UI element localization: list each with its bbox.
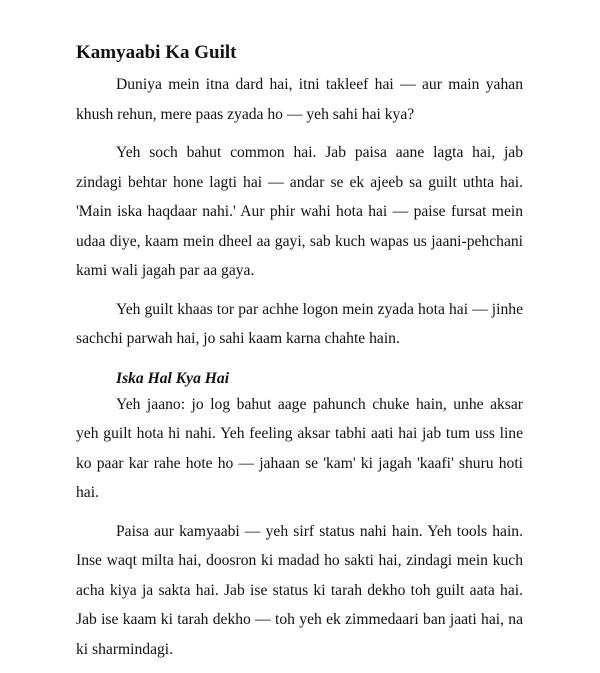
section-subheading: Iska Hal Kya Hai — [116, 369, 230, 387]
paragraph-5: Paisa aur kamyaabi — yeh sirf status nahi hain. Yeh tools hain. Inse waqt milta hai, doosron ki madad ho sakti hai, zindagi mein kuch acha kiya ja sakta hai. Jab ise status ki tarah dekho toh guilt aata hai. Jab ise kaam ki tarah dekho — toh yeh ek zimmedaari ban jaati hai, na ki sharmindagi. — [76, 522, 523, 658]
document-page — [76, 40, 523, 673]
paragraph-1: Duniya mein itna dard hai, itni takleef hai — aur main yahan khush rehun, mere paas zyada ho — yeh sahi hai kya? — [76, 76, 523, 123]
document-title: Kamyaabi Ka Guilt — [76, 42, 237, 63]
paragraph-2: Yeh soch bahut common hai. Jab paisa aane lagta hai, jab zindagi behtar hone lagti hai — andar se ek ajeeb sa guilt uthta hai. 'Main iska haqdaar nahi.' Aur phir wahi hota hai — paise fursat mein udaa diye, kaam mein dheel aa gayi, sab kuch wapas us jaani-pehchani kami wali jagah par aa gaya. — [76, 144, 523, 279]
paragraph-3: Yeh guilt khaas tor par achhe logon mein zyada hota hai — jinhe sachchi parwah hai, jo sahi kaam karna chahte hain. — [76, 300, 523, 347]
paragraph-4: Yeh jaano: jo log bahut aage pahunch chuke hain, unhe aksar yeh guilt hota hi nahi. Yeh feeling aksar tabhi aati hai jab tum uss line ko paar kar rahe hote ho — jahaan se 'kam' ki jagah 'kaafi' shuru hoti hai. — [76, 395, 523, 501]
